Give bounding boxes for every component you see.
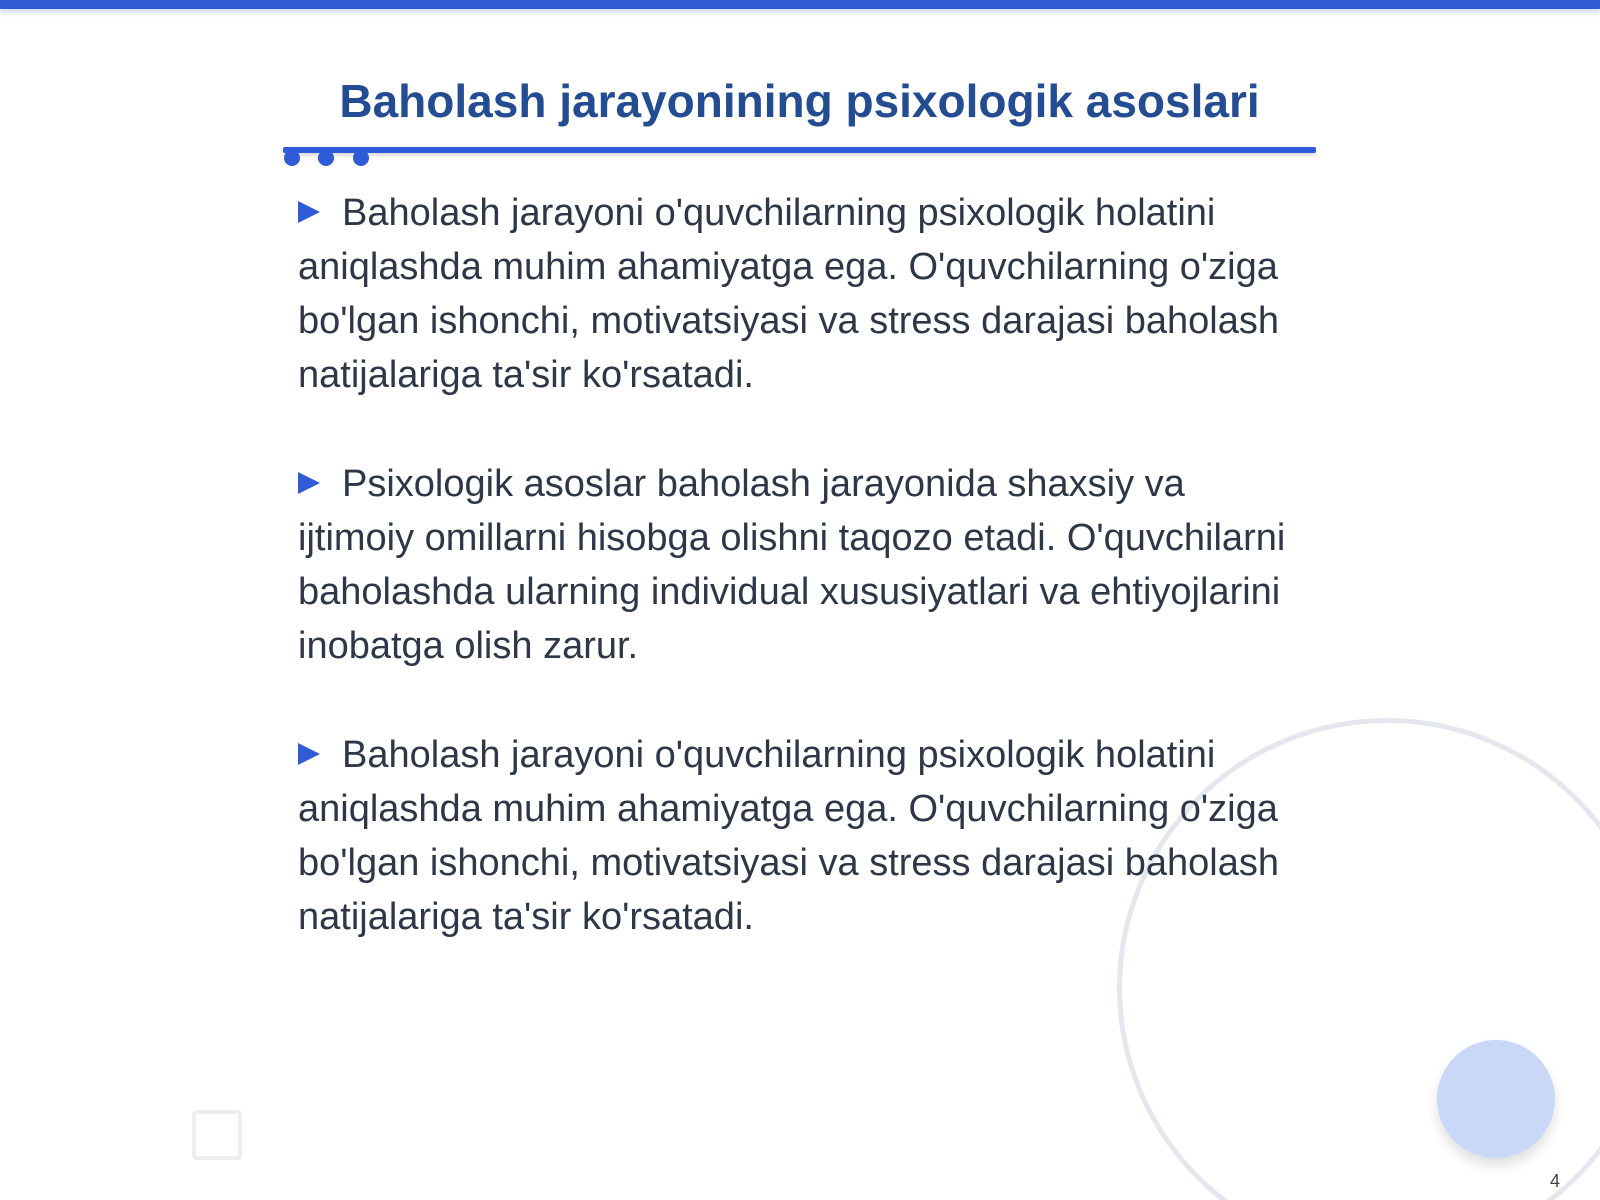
title-dot-2 xyxy=(318,150,334,166)
bullet-item-1 xyxy=(298,186,1308,402)
bullet-item-3 xyxy=(298,728,1308,944)
bullet-text-3: Baholash jarayoni o'quvchilarning psixologik holatini aniqlashda muhim ahamiyatga ega. O'quvchilarning o'ziga bo'lgan ishonchi, motivatsiyasi va stress darajasi baholash natijalariga ta'sir ko'rsatadi. xyxy=(298,734,1279,938)
slide-title: Baholash jarayonining psixologik asoslari xyxy=(339,75,1260,127)
title-underline xyxy=(283,147,1316,153)
bullet-text-2: Psixologik asoslar baholash jarayonida shaxsiy va ijtimoiy omillarni hisobga olishni taqozo etadi. O'quvchilarni baholashda ularning individual xususiyatlari va ehtiyojlarini inobatga olish zarur. xyxy=(298,463,1286,667)
triangle-bullet-icon xyxy=(298,472,320,494)
bullet-text-1: Baholash jarayoni o'quvchilarning psixologik holatini aniqlashda muhim ahamiyatga ega. O'quvchilarning o'ziga bo'lgan ishonchi, motivatsiyasi va stress darajasi baholash natijalariga ta'sir ko'rsatadi. xyxy=(298,192,1279,396)
title-dot-3 xyxy=(353,150,369,166)
top-accent-bar xyxy=(0,0,1600,9)
triangle-bullet-icon xyxy=(298,743,320,765)
bullet-item-2 xyxy=(298,457,1308,673)
triangle-bullet-icon xyxy=(298,201,320,223)
title-dot-1 xyxy=(284,150,300,166)
decorative-circle xyxy=(1437,1040,1555,1158)
bullet-list xyxy=(298,186,1308,999)
page-number: 4 xyxy=(1549,1171,1560,1191)
decorative-square xyxy=(192,1110,242,1160)
